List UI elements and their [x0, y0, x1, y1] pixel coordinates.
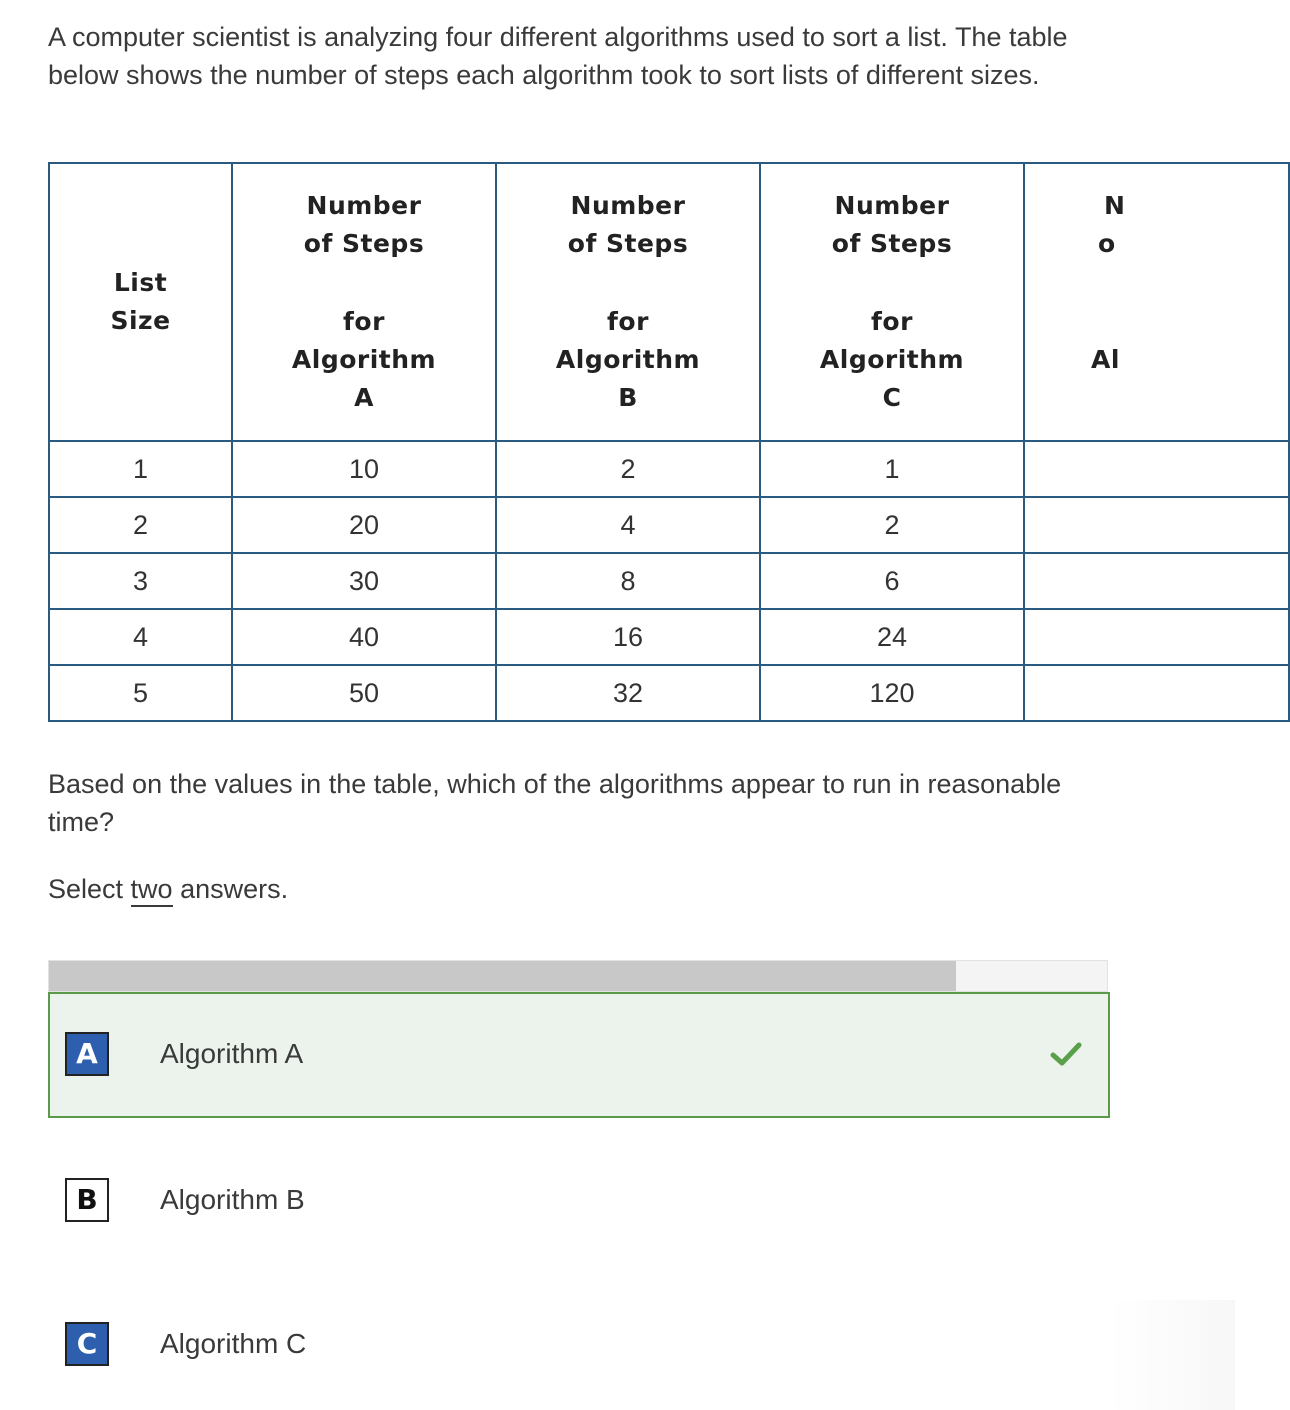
table-cell [1024, 609, 1289, 665]
instruction-emphasis: two [131, 874, 173, 907]
table-cell: 16 [496, 609, 760, 665]
table-row [49, 609, 1289, 665]
table-cell: 120 [760, 665, 1024, 721]
instruction-after: answers. [172, 874, 289, 904]
table-cell: 24 [760, 609, 1024, 665]
table-row [49, 497, 1289, 553]
table-row [49, 665, 1289, 721]
table-cell: 40 [232, 609, 496, 665]
answer-option-b[interactable] [48, 1138, 1110, 1264]
table-cell: 50 [232, 665, 496, 721]
table-cell [1024, 553, 1289, 609]
table-cell: 30 [232, 553, 496, 609]
table-cell: 3 [49, 553, 232, 609]
steps-table-container [48, 162, 1126, 722]
option-label: Algorithm B [160, 1184, 305, 1215]
edge-shadow [1110, 1300, 1235, 1410]
answer-instruction [48, 870, 288, 908]
table-cell [1024, 665, 1289, 721]
progress-bar-fill [49, 961, 956, 991]
table-cell [1024, 441, 1289, 497]
header-algorithm-c: Number of Steps for Algorithm C [760, 163, 1024, 441]
table-cell: 1 [49, 441, 232, 497]
question-prompt: Based on the values in the table, which of the algorithms appear to run in reasonable time? [48, 769, 1062, 837]
table-cell: 1 [760, 441, 1024, 497]
checkmark-icon [1050, 1040, 1082, 1068]
option-letter-badge: B [65, 1178, 109, 1222]
answer-option-a[interactable] [48, 992, 1110, 1118]
question-intro: A computer scientist is analyzing four different algorithms used to sort a list. The table below shows the number of steps each algorithm took to sort lists of different sizes. [48, 22, 1068, 90]
table-cell: 4 [49, 609, 232, 665]
answer-option-c[interactable] [48, 1282, 1110, 1408]
option-letter-badge: C [65, 1322, 109, 1366]
progress-bar [48, 960, 1108, 992]
table-cell: 2 [49, 497, 232, 553]
table-cell: 20 [232, 497, 496, 553]
header-algorithm-a: Number of Steps for Algorithm A [232, 163, 496, 441]
table-cell: 32 [496, 665, 760, 721]
table-cell: 2 [760, 497, 1024, 553]
option-letter-badge: A [65, 1032, 109, 1076]
header-algorithm-d-clipped: N o Al [1024, 163, 1289, 441]
option-label: Algorithm C [160, 1328, 307, 1359]
instruction-before: Select [48, 874, 131, 904]
table-cell: 6 [760, 553, 1024, 609]
table-cell: 2 [496, 441, 760, 497]
table-cell: 10 [232, 441, 496, 497]
table-row [49, 553, 1289, 609]
steps-table [48, 162, 1290, 722]
header-algorithm-b: Number of Steps for Algorithm B [496, 163, 760, 441]
option-label: Algorithm A [160, 1038, 304, 1069]
table-cell: 8 [496, 553, 760, 609]
table-row [49, 441, 1289, 497]
header-list-size: List Size [49, 163, 232, 441]
table-header-row [49, 163, 1289, 441]
table-cell: 4 [496, 497, 760, 553]
table-cell: 5 [49, 665, 232, 721]
table-cell [1024, 497, 1289, 553]
